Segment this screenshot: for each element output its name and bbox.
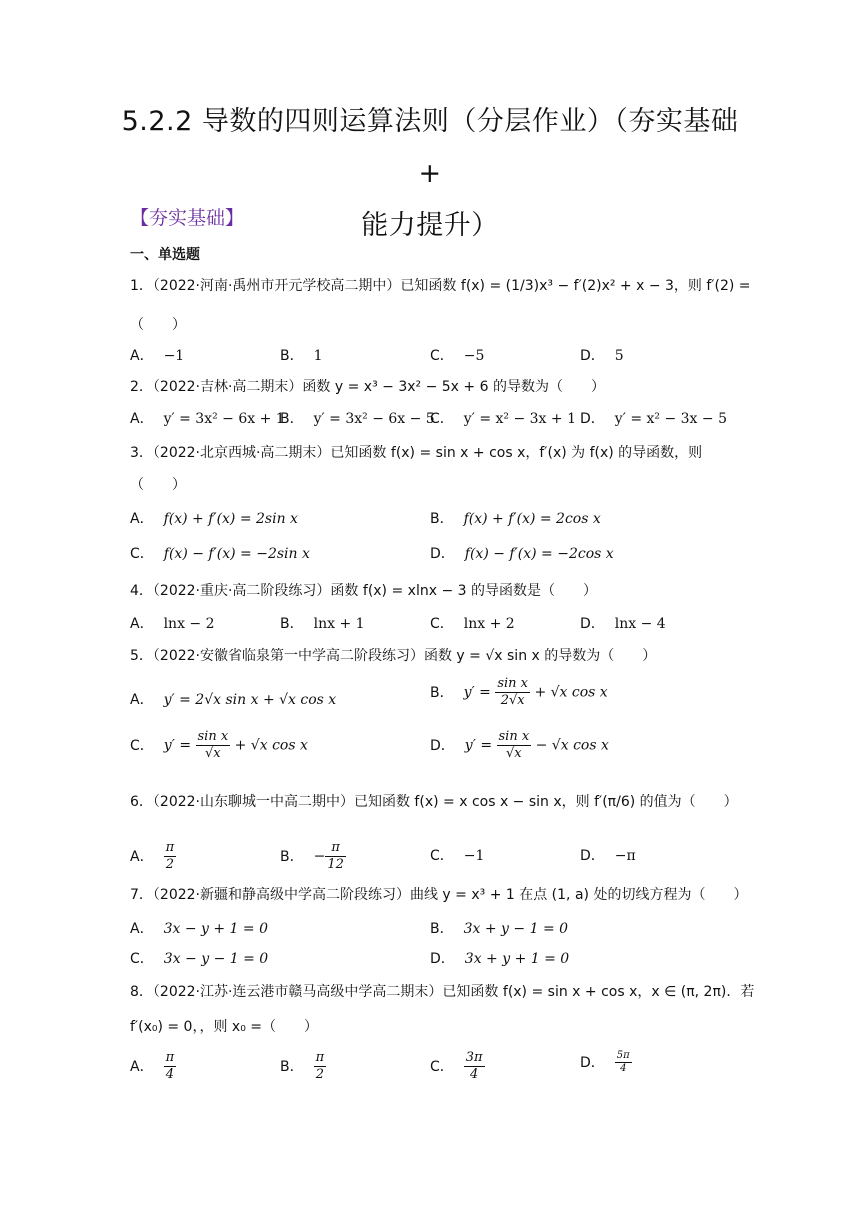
fraction xyxy=(495,676,530,709)
option-label: C． xyxy=(130,546,154,562)
option-text: 1 xyxy=(313,348,323,364)
fraction xyxy=(615,1050,632,1075)
question-7-stem: 7．（2022·新疆和静高级中学高二阶段练习）曲线 y = x³ + 1 在点 (1, a) 处的切线方程为（ ） xyxy=(130,887,748,903)
option-label: A． xyxy=(130,511,154,527)
question-8-option-b xyxy=(280,1050,326,1083)
option-text: y′ = 2√x sin x + √x cos x xyxy=(163,692,337,708)
option-label: A． xyxy=(130,348,154,364)
option-text: 3x − y + 1 = 0 xyxy=(163,921,268,937)
question-7-option-b xyxy=(430,918,568,938)
option-text: y′ = x² − 3x − 5 xyxy=(614,411,727,427)
question-2-option-c xyxy=(430,408,576,428)
question-5-stem: 5．（2022·安徽省临泉第一中学高二阶段练习）函数 y = √x sin x 的导数为（ ） xyxy=(130,648,657,664)
option-label: A． xyxy=(130,848,154,865)
option-label: B． xyxy=(430,684,454,701)
question-6-stem: 6．（2022·山东聊城一中高二期中）已知函数 f(x) = x cos x − sin x，则 f′(π/6) 的值为（ ） xyxy=(130,794,738,810)
option-pre: y′ = xyxy=(463,684,496,701)
option-label: D． xyxy=(580,616,605,632)
fraction-denominator: 4 xyxy=(470,1067,479,1082)
option-label: B． xyxy=(430,921,454,937)
question-3-option-b xyxy=(430,508,601,528)
question-3-stem: 3．（2022·北京西城·高二期末）已知函数 f(x) = sin x + cos x，f′(x) 为 f(x) 的导函数，则 xyxy=(130,445,703,461)
option-label: B． xyxy=(280,616,304,632)
fraction xyxy=(464,1050,485,1083)
option-text: 3x + y + 1 = 0 xyxy=(464,951,570,967)
option-label: D． xyxy=(430,546,455,562)
option-pre: y′ = xyxy=(163,737,196,754)
question-2-stem: 2．（2022·吉林·高二期末）函数 y = x³ − 3x² − 5x + 6 的导数为（ ） xyxy=(130,379,605,395)
fraction-numerator: sin x xyxy=(497,676,528,691)
fraction-numerator: π xyxy=(165,840,175,855)
subsection-heading: 一、单选题 xyxy=(130,247,200,263)
option-label: B． xyxy=(280,848,304,865)
option-label: B． xyxy=(430,511,454,527)
fraction-denominator: √x xyxy=(506,746,522,761)
option-label: B． xyxy=(280,348,304,364)
question-3-option-a xyxy=(130,508,298,528)
option-label: A． xyxy=(130,1058,154,1075)
fraction-numerator: π xyxy=(315,1050,325,1065)
question-1-stem-cont: （ ） xyxy=(130,317,186,333)
option-post: − √x cos x xyxy=(531,737,609,754)
option-text: lnx − 4 xyxy=(614,616,666,632)
option-label: C． xyxy=(430,1058,454,1075)
question-2-option-a xyxy=(130,408,285,428)
option-text: lnx − 2 xyxy=(163,616,215,632)
question-8-option-d xyxy=(580,1050,632,1075)
option-label: C． xyxy=(430,348,454,364)
fraction-numerator: π xyxy=(325,840,346,857)
title-line-2: 能力提升） xyxy=(361,210,499,241)
option-text: y′ = 3x² − 6x − 5 xyxy=(313,411,435,427)
option-label: C． xyxy=(130,951,154,967)
fraction-denominator: 12 xyxy=(327,857,344,872)
option-label: C． xyxy=(430,411,454,427)
question-1-option-b xyxy=(280,345,323,365)
option-text: 5 xyxy=(614,348,624,364)
option-label: D． xyxy=(580,1054,605,1071)
question-5-option-c xyxy=(130,729,308,762)
question-8-option-a xyxy=(130,1050,176,1083)
question-5-option-d xyxy=(430,729,609,762)
option-label: D． xyxy=(580,848,605,864)
section-heading: 【夯实基础】 xyxy=(130,207,245,229)
option-label: C． xyxy=(430,616,454,632)
fraction-numerator: 3π xyxy=(465,1050,483,1065)
option-text: −1 xyxy=(163,348,185,364)
question-6-option-c xyxy=(430,845,484,865)
title-line-1: 5.2.2 导数的四则运算法则（分层作业）（夯实基础+ xyxy=(121,106,739,189)
question-6-option-b xyxy=(280,840,346,873)
option-label: A． xyxy=(130,411,154,427)
option-text: lnx + 1 xyxy=(313,616,365,632)
option-label: C． xyxy=(130,737,154,754)
option-text: f(x) − f′(x) = −2sin x xyxy=(163,546,310,562)
question-4-option-a xyxy=(130,613,215,633)
option-pre: y′ = xyxy=(464,737,497,754)
option-label: A． xyxy=(130,616,154,632)
option-text: lnx + 2 xyxy=(463,616,515,632)
question-5-option-b xyxy=(430,676,608,709)
fraction xyxy=(164,1050,177,1083)
question-7-option-c xyxy=(130,948,268,968)
fraction xyxy=(196,729,231,762)
question-4-option-c xyxy=(430,613,515,633)
option-post: + √x cos x xyxy=(530,684,608,701)
question-8-stem-cont: f′(x₀) = 0，，则 x₀ =（ ） xyxy=(130,1019,318,1035)
fraction xyxy=(325,840,346,873)
question-4-option-b xyxy=(280,613,365,633)
question-1-option-c xyxy=(430,345,484,365)
question-8-stem: 8．（2022·江苏·连云港市赣马高级中学高二期末）已知函数 f(x) = sin x + cos x，x ∈ (π, 2π)．若 xyxy=(130,984,755,1000)
option-text: −1 xyxy=(463,848,485,864)
option-pre: − xyxy=(313,848,326,865)
fraction-denominator: 2√x xyxy=(500,693,525,708)
fraction-denominator: √x xyxy=(205,746,221,761)
option-text: y′ = x² − 3x + 1 xyxy=(463,411,576,427)
question-1-stem: 1．（2022·河南·禹州市开元学校高二期中）已知函数 f(x) = (1/3)x³ − f′(2)x² + x − 3，则 f′(2) = xyxy=(130,278,751,294)
question-4-option-d xyxy=(580,613,666,633)
fraction-numerator: 5π xyxy=(616,1050,630,1061)
option-label: D． xyxy=(430,951,455,967)
fraction-denominator: 4 xyxy=(165,1067,174,1082)
question-7-option-d xyxy=(430,948,569,968)
question-3-stem-cont: （ ） xyxy=(130,477,186,493)
option-label: D． xyxy=(580,411,605,427)
question-7-option-a xyxy=(130,918,268,938)
option-text: −π xyxy=(614,848,636,864)
option-text: 3x + y − 1 = 0 xyxy=(463,921,569,937)
fraction xyxy=(164,840,177,873)
option-label: A． xyxy=(130,692,154,708)
question-1-option-a xyxy=(130,345,184,365)
option-text: f(x) + f′(x) = 2cos x xyxy=(463,511,601,527)
fraction-numerator: π xyxy=(165,1050,175,1065)
option-text: −5 xyxy=(463,348,485,364)
question-8-option-c xyxy=(430,1050,485,1083)
option-label: A． xyxy=(130,921,154,937)
option-text: f(x) − f′(x) = −2cos x xyxy=(464,546,614,562)
question-4-stem: 4．（2022·重庆·高二阶段练习）函数 f(x) = xlnx − 3 的导函数是（ ） xyxy=(130,583,597,599)
option-text: f(x) + f′(x) = 2sin x xyxy=(163,511,298,527)
fraction-denominator: 2 xyxy=(315,1067,325,1082)
option-label: C． xyxy=(430,848,454,864)
option-label: D． xyxy=(580,348,605,364)
question-2-option-d xyxy=(580,408,727,428)
question-6-option-d xyxy=(580,845,636,865)
question-1-option-d xyxy=(580,345,624,365)
question-3-option-d xyxy=(430,543,614,563)
option-text: y′ = 3x² − 6x + 1 xyxy=(163,411,285,427)
option-label: D． xyxy=(430,737,455,754)
fraction-numerator: sin x xyxy=(197,729,229,744)
option-label: B． xyxy=(280,411,304,427)
question-5-option-a xyxy=(130,689,336,709)
question-3-option-c xyxy=(130,543,310,563)
fraction-numerator: sin x xyxy=(498,729,530,744)
fraction-denominator: 2 xyxy=(165,857,174,872)
fraction-denominator: 4 xyxy=(620,1063,627,1074)
fraction xyxy=(314,1050,327,1083)
option-label: B． xyxy=(280,1058,304,1075)
question-2-option-b xyxy=(280,408,435,428)
option-post: + √x cos x xyxy=(230,737,308,754)
option-text: 3x − y − 1 = 0 xyxy=(163,951,269,967)
question-6-option-a xyxy=(130,840,176,873)
fraction xyxy=(497,729,532,762)
